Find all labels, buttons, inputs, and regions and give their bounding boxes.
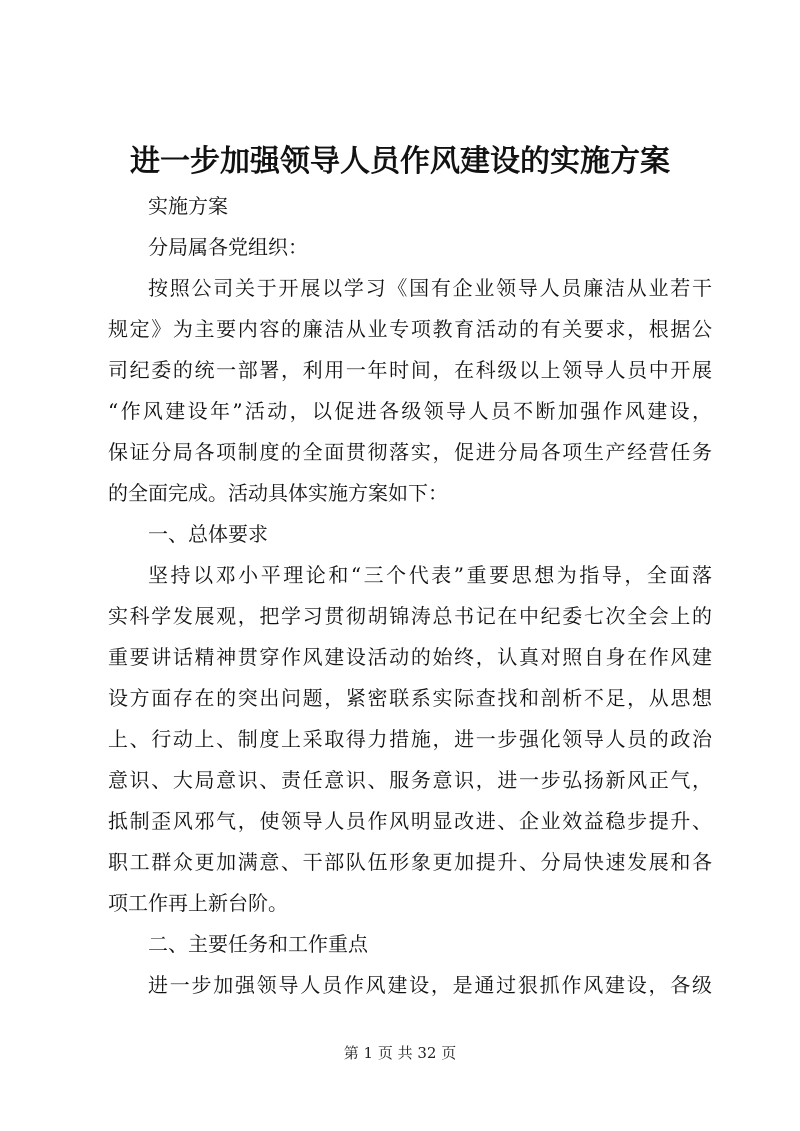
paragraph-line: 实施方案	[148, 194, 228, 218]
paragraph-line: 司纪委的统一部署，利用一年时间，在科级以上领导人员中开展	[108, 358, 712, 382]
paragraph-line: 的全面完成。活动具体实施方案如下：	[108, 481, 448, 505]
paragraph-line: 上、行动上、制度上采取得力措施，进一步强化领导人员的政治	[108, 727, 712, 751]
paragraph-line: “作风建设年”活动，以促进各级领导人员不断加强作风建设，	[108, 399, 712, 423]
paragraph-line: 分局属各党组织：	[148, 235, 308, 259]
paragraph-line: 抵制歪风邪气，使领导人员作风明显改进、企业效益稳步提升、	[108, 809, 712, 833]
paragraph-line: 按照公司关于开展以学习《国有企业领导人员廉洁从业若干	[148, 276, 712, 300]
paragraph-line: 项工作再上新台阶。	[108, 891, 288, 915]
paragraph-line: 意识、大局意识、责任意识、服务意识，进一步弘扬新风正气，	[108, 768, 712, 792]
paragraph-line: 规定》为主要内容的廉洁从业专项教育活动的有关要求，根据公	[108, 317, 712, 341]
paragraph-line: 实科学发展观，把学习贯彻胡锦涛总书记在中纪委七次全会上的	[108, 604, 712, 628]
paragraph-line: 设方面存在的突出问题，紧密联系实际查找和剖析不足，从思想	[108, 686, 712, 710]
paragraph-line: 重要讲话精神贯穿作风建设活动的始终，认真对照自身在作风建	[108, 645, 712, 669]
paragraph-line: 职工群众更加满意、干部队伍形象更加提升、分局快速发展和各	[108, 850, 712, 874]
document-body	[108, 186, 712, 1006]
document-title: 进一步加强领导人员作风建设的实施方案	[130, 144, 670, 179]
paragraph-line: 坚持以邓小平理论和“三个代表”重要思想为指导，全面落	[148, 563, 712, 587]
page-number-footer: 第 1 页 共 32 页	[343, 1044, 457, 1062]
paragraph-line: 进一步加强领导人员作风建设，是通过狠抓作风建设，各级	[148, 973, 712, 997]
paragraph-line: 保证分局各项制度的全面贯彻落实，促进分局各项生产经营任务	[108, 440, 712, 464]
section-heading: 一、总体要求	[148, 522, 268, 546]
section-heading: 二、主要任务和工作重点	[148, 932, 368, 956]
